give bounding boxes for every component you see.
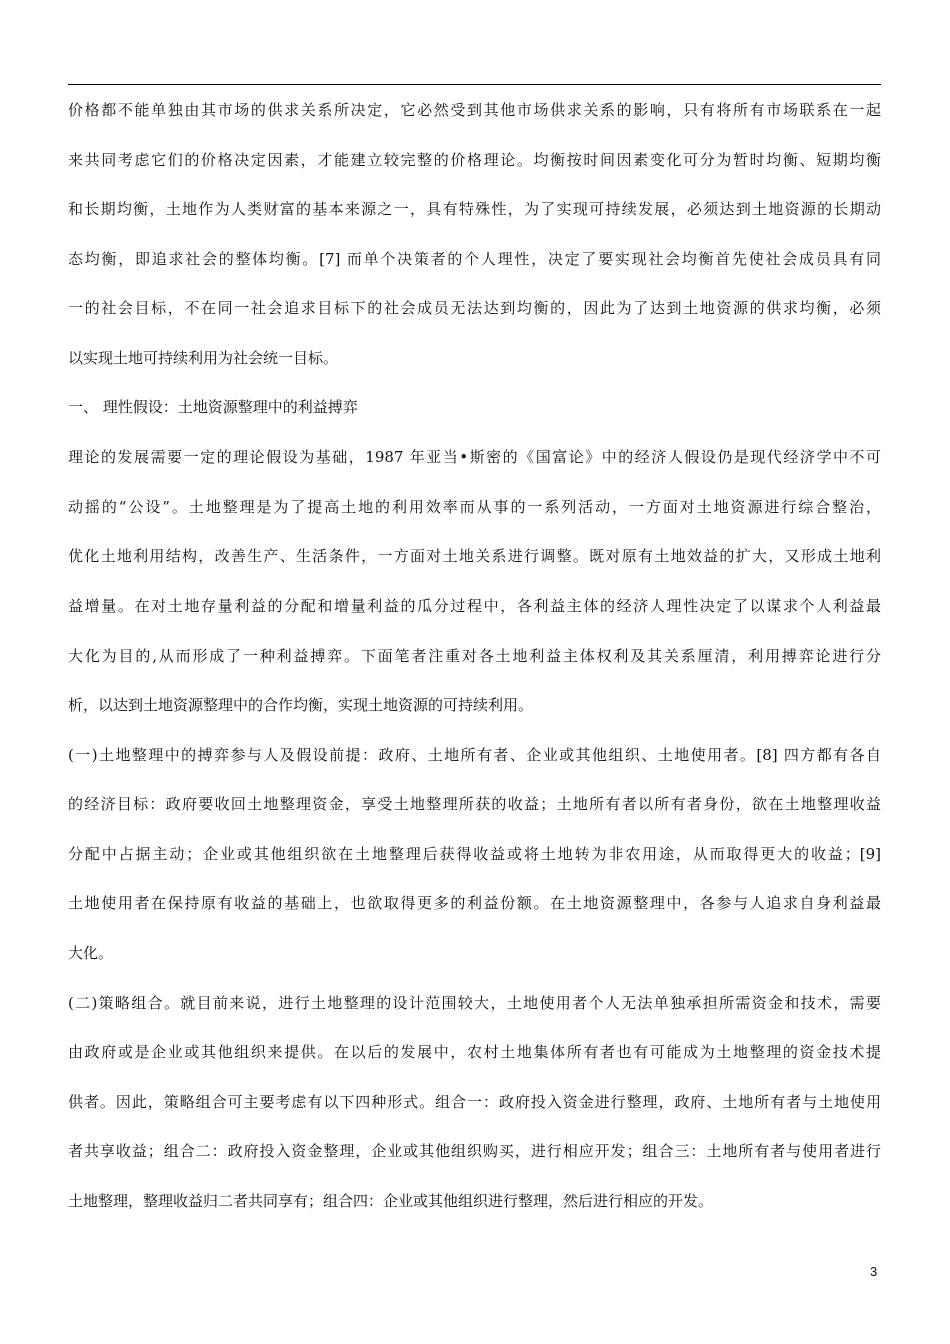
text-line: (二)策略组合。就目前来说，进行土地整理的设计范围较大，土地使用者个人无法单独承担所需资金和技术，需要	[68, 994, 881, 1012]
text-line: 大化为目的,从而形成了一种利益搏弈。下面笔者注重对各土地利益主体权利及其关系厘清，利用搏弈论进行分	[68, 647, 881, 665]
text-line: 益增量。在对土地存量利益的分配和增量利益的瓜分过程中，各利益主体的经济人理性决定了以谋求个人利益最	[68, 597, 881, 615]
text-line: 价格都不能单独由其市场的供求关系所决定，它必然受到其他市场供求关系的影响，只有将所有市场联系在一起	[68, 101, 881, 119]
section-heading: 一、 理性假设：土地资源整理中的利益搏弈	[68, 398, 358, 416]
text-line: 土地整理，整理收益归二者共同享有；组合四：企业或其他组织进行整理，然后进行相应的开发。	[68, 1192, 714, 1210]
text-line: 理论的发展需要一定的理论假设为基础，1987 年亚当•斯密的《国富论》中的经济人假设仍是现代经济学中不可	[68, 448, 881, 466]
text-line: 一的社会目标，不在同一社会追求目标下的社会成员无法达到均衡的，因此为了达到土地资源的供求均衡，必须	[68, 299, 881, 317]
text-line: 土地使用者在保持原有收益的基础上，也欲取得更多的利益份额。在土地资源整理中，各参与人追求自身利益最	[68, 894, 881, 912]
text-line: 由政府或是企业或其他组织来提供。在以后的发展中，农村土地集体所有者也有可能成为土地整理的资金技术提	[68, 1043, 881, 1061]
text-line: 来共同考虑它们的价格决定因素，才能建立较完整的价格理论。均衡按时间因素变化可分为暂时均衡、短期均衡	[68, 151, 881, 169]
text-line: 的经济目标：政府要收回土地整理资金，享受土地整理所获的收益；土地所有者以所有者身份，欲在土地整理收益	[68, 795, 881, 813]
text-line: 以实现土地可持续利用为社会统一目标。	[68, 349, 339, 367]
text-line: 供者。因此，策略组合可主要考虑有以下四种形式。组合一：政府投入资金进行整理，政府、土地所有者与土地使用	[68, 1093, 881, 1111]
text-line: 动摇的“公设”。土地整理是为了提高土地的利用效率而从事的一系列活动，一方面对土地资源进行综合整治，	[68, 498, 881, 516]
text-line: 析，以达到土地资源整理中的合作均衡，实现土地资源的可持续利用。	[68, 696, 534, 714]
text-line: 优化土地利用结构，改善生产、生活条件，一方面对土地关系进行调整。既对原有土地效益的扩大，又形成土地利	[68, 547, 881, 565]
header-rule	[68, 84, 881, 85]
text-line: 分配中占据主动；企业或其他组织欲在土地整理后获得收益或将土地转为非农用途，从而取得更大的收益；[9]	[68, 845, 881, 863]
page-number: 3	[870, 1264, 878, 1279]
text-line: 大化。	[68, 944, 114, 962]
text-line: 者共享收益；组合二：政府投入资金整理，企业或其他组织购买，进行相应开发；组合三：土地所有者与使用者进行	[68, 1142, 881, 1160]
text-line: 和长期均衡，土地作为人类财富的基本来源之一，具有特殊性，为了实现可持续发展，必须达到土地资源的长期动	[68, 200, 881, 218]
text-line: 态均衡，即追求社会的整体均衡。[7] 而单个决策者的个人理性，决定了要实现社会均衡首先使社会成员具有同	[68, 250, 881, 268]
text-line: (一)土地整理中的搏弈参与人及假设前提：政府、土地所有者、企业或其他组织、土地使用者。[8] 四方都有各自	[68, 746, 881, 764]
